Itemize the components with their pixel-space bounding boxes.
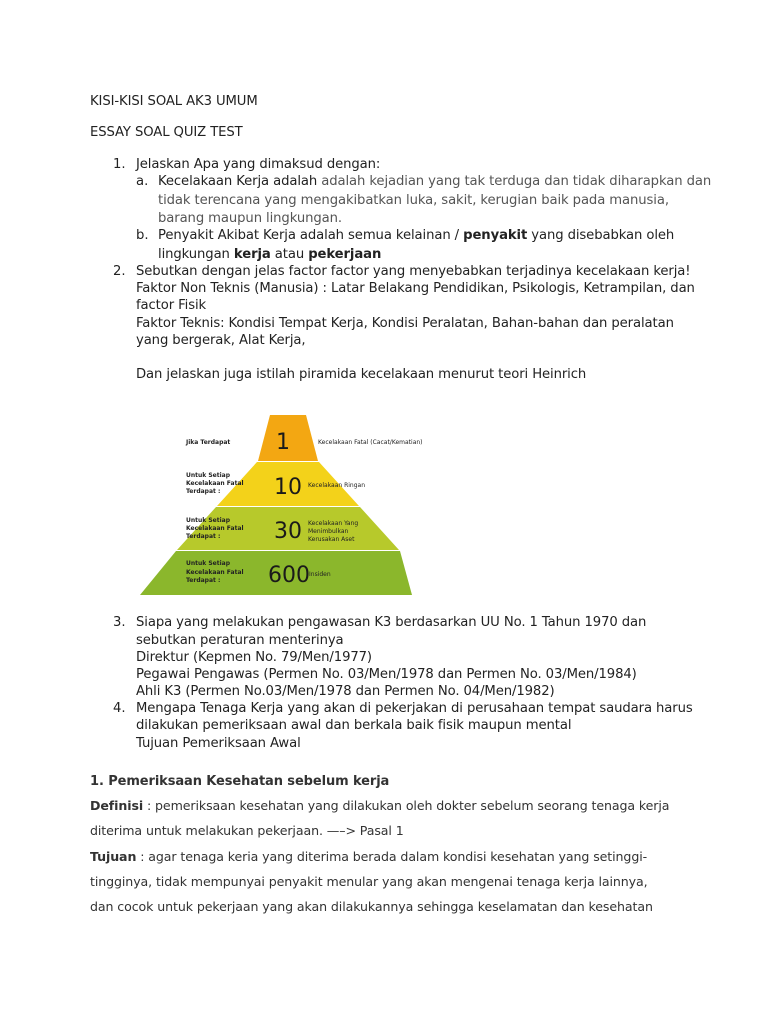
q1b-label: b. bbox=[136, 228, 149, 243]
pyramid-number-1: 1 bbox=[276, 430, 290, 455]
q2-line-4: Faktor Teknis: Kondisi Tempat Kerja, Kondisi Peralatan, Bahan-bahan dan peralatan bbox=[136, 316, 674, 331]
tujuan-text: : agar tenaga keria yang diterima berada dalam kondisi kesehatan yang setinggi- bbox=[136, 849, 648, 864]
pyramid-number-10: 10 bbox=[274, 475, 302, 500]
q1a-definition: adalah kejadian yang tak terduga dan tidak diharapkan dan bbox=[321, 174, 712, 189]
q3-line-5: Ahli K3 (Permen No.03/Men/1978 dan Permen No. 04/Men/1982) bbox=[136, 684, 555, 699]
pyramid-right-label-1: Kecelakaan Fatal (Cacat/Kematian) bbox=[318, 439, 423, 446]
q4-line-2: dilakukan pemeriksaan awal dan berkala baik fisik maupun mental bbox=[136, 718, 572, 733]
q3-line-1: Siapa yang melakukan pengawasan K3 berdasarkan UU No. 1 Tahun 1970 dan bbox=[136, 615, 647, 630]
q1b-line-1 bbox=[158, 227, 674, 244]
q3-line-3: Direktur (Kepmen No. 79/Men/1977) bbox=[136, 650, 372, 665]
q2-line-3: factor Fisik bbox=[136, 298, 207, 313]
section-heading: 1. Pemeriksaan Kesehatan sebelum kerja bbox=[90, 774, 390, 789]
q3-number: 3. bbox=[113, 615, 126, 630]
q1b-text-mid: atau bbox=[270, 247, 309, 262]
pyramid-left-label-1: Jika Terdapat bbox=[186, 439, 231, 446]
pyramid-right-label-4: Insiden bbox=[309, 571, 331, 578]
pyramid-number-600: 600 bbox=[268, 563, 310, 588]
q1-number: 1. bbox=[113, 157, 126, 172]
q2-number: 2. bbox=[113, 264, 126, 279]
q2-line-5: yang bergerak, Alat Kerja, bbox=[136, 333, 306, 348]
doc-subtitle: ESSAY SOAL QUIZ TEST bbox=[90, 125, 243, 140]
q1b-text-end: yang disebabkan oleh bbox=[527, 228, 675, 243]
q2-line-2: Faktor Non Teknis (Manusia) : Latar Belakang Pendidikan, Psikologis, Ketrampilan, dan bbox=[136, 281, 695, 296]
tujuan-line-1 bbox=[90, 848, 647, 866]
q1b-line-2 bbox=[158, 246, 381, 263]
q1b-bold-kerja: kerja bbox=[233, 247, 271, 262]
pyramid-left-label-2c: Terdapat : bbox=[186, 488, 221, 495]
pyramid-left-label-4a: Untuk Setiap bbox=[186, 560, 231, 567]
q2-line-6: Dan jelaskan juga istilah piramida kecelakaan menurut teori Heinrich bbox=[136, 367, 587, 382]
q1b-bold-penyakit: penyakit bbox=[463, 228, 528, 243]
heinrich-pyramid bbox=[0, 405, 768, 635]
q3-line-2: sebutkan peraturan menterinya bbox=[136, 633, 344, 648]
q2-line-1: Sebutkan dengan jelas factor factor yang menyebabkan terjadinya kecelakaan kerja! bbox=[136, 264, 691, 279]
pyramid-right-label-3b: Menimbulkan bbox=[308, 528, 349, 535]
q1a-line-1 bbox=[158, 173, 711, 190]
q4-line-1: Mengapa Tenaga Kerja yang akan di pekerjakan di perusahaan tempat saudara harus bbox=[136, 701, 693, 716]
pyramid-left-label-4b: Kecelakaan Fatal bbox=[186, 569, 244, 576]
q1b-text-2: lingkungan bbox=[158, 247, 234, 262]
q1-text: Jelaskan Apa yang dimaksud dengan: bbox=[136, 157, 381, 172]
pyramid-left-label-3b: Kecelakaan Fatal bbox=[186, 525, 244, 532]
q1b-bold-pekerjaan: pekerjaan bbox=[308, 247, 382, 262]
definisi-text: : pemeriksaan kesehatan yang dilakukan oleh dokter sebelum seorang tenaga kerja bbox=[143, 798, 670, 813]
tujuan-line-3: dan cocok untuk pekerjaan yang akan dilakukannya sehingga keselamatan dan kesehatan bbox=[90, 899, 653, 914]
pyramid-left-label-3c: Terdapat : bbox=[186, 533, 221, 540]
pyramid-right-label-2: Kecelakaan Ringan bbox=[308, 482, 366, 489]
pyramid-right-label-3c: Kerusakan Aset bbox=[308, 536, 355, 543]
q1a-line-2: tidak terencana yang mengakibatkan luka, sakit, kerugian baik pada manusia, bbox=[158, 193, 669, 208]
definisi-line-1 bbox=[90, 797, 669, 815]
pyramid-number-30: 30 bbox=[274, 519, 302, 544]
tujuan-label: Tujuan bbox=[90, 849, 137, 864]
q1b-text: Penyakit Akibat Kerja adalah semua kelainan / bbox=[158, 228, 464, 243]
definisi-line-2: diterima untuk melakukan pekerjaan. —–> Pasal 1 bbox=[90, 823, 404, 838]
pyramid-left-label-4c: Terdapat : bbox=[186, 577, 221, 584]
q3-line-4: Pegawai Pengawas (Permen No. 03/Men/1978 dan Permen No. 03/Men/1984) bbox=[136, 667, 637, 682]
pyramid-left-label-2a: Untuk Setiap bbox=[186, 472, 231, 479]
q1a-line-3: barang maupun lingkungan. bbox=[158, 211, 342, 226]
q4-line-3: Tujuan Pemeriksaan Awal bbox=[136, 736, 301, 751]
q4-number: 4. bbox=[113, 701, 126, 716]
doc-title: KISI-KISI SOAL AK3 UMUM bbox=[90, 94, 258, 109]
q1a-label: a. bbox=[136, 174, 149, 189]
pyramid-left-label-2b: Kecelakaan Fatal bbox=[186, 480, 244, 487]
definisi-label: Definisi bbox=[90, 798, 144, 813]
q1a-term: Kecelakaan Kerja adalah bbox=[158, 174, 318, 189]
tujuan-line-2: tingginya, tidak mempunyai penyakit menular yang akan mengenai tenaga kerja lainnya, bbox=[90, 874, 648, 889]
pyramid-right-label-3a: Kecelakaan Yang bbox=[308, 520, 359, 527]
pyramid-left-label-3a: Untuk Setiap bbox=[186, 517, 231, 524]
